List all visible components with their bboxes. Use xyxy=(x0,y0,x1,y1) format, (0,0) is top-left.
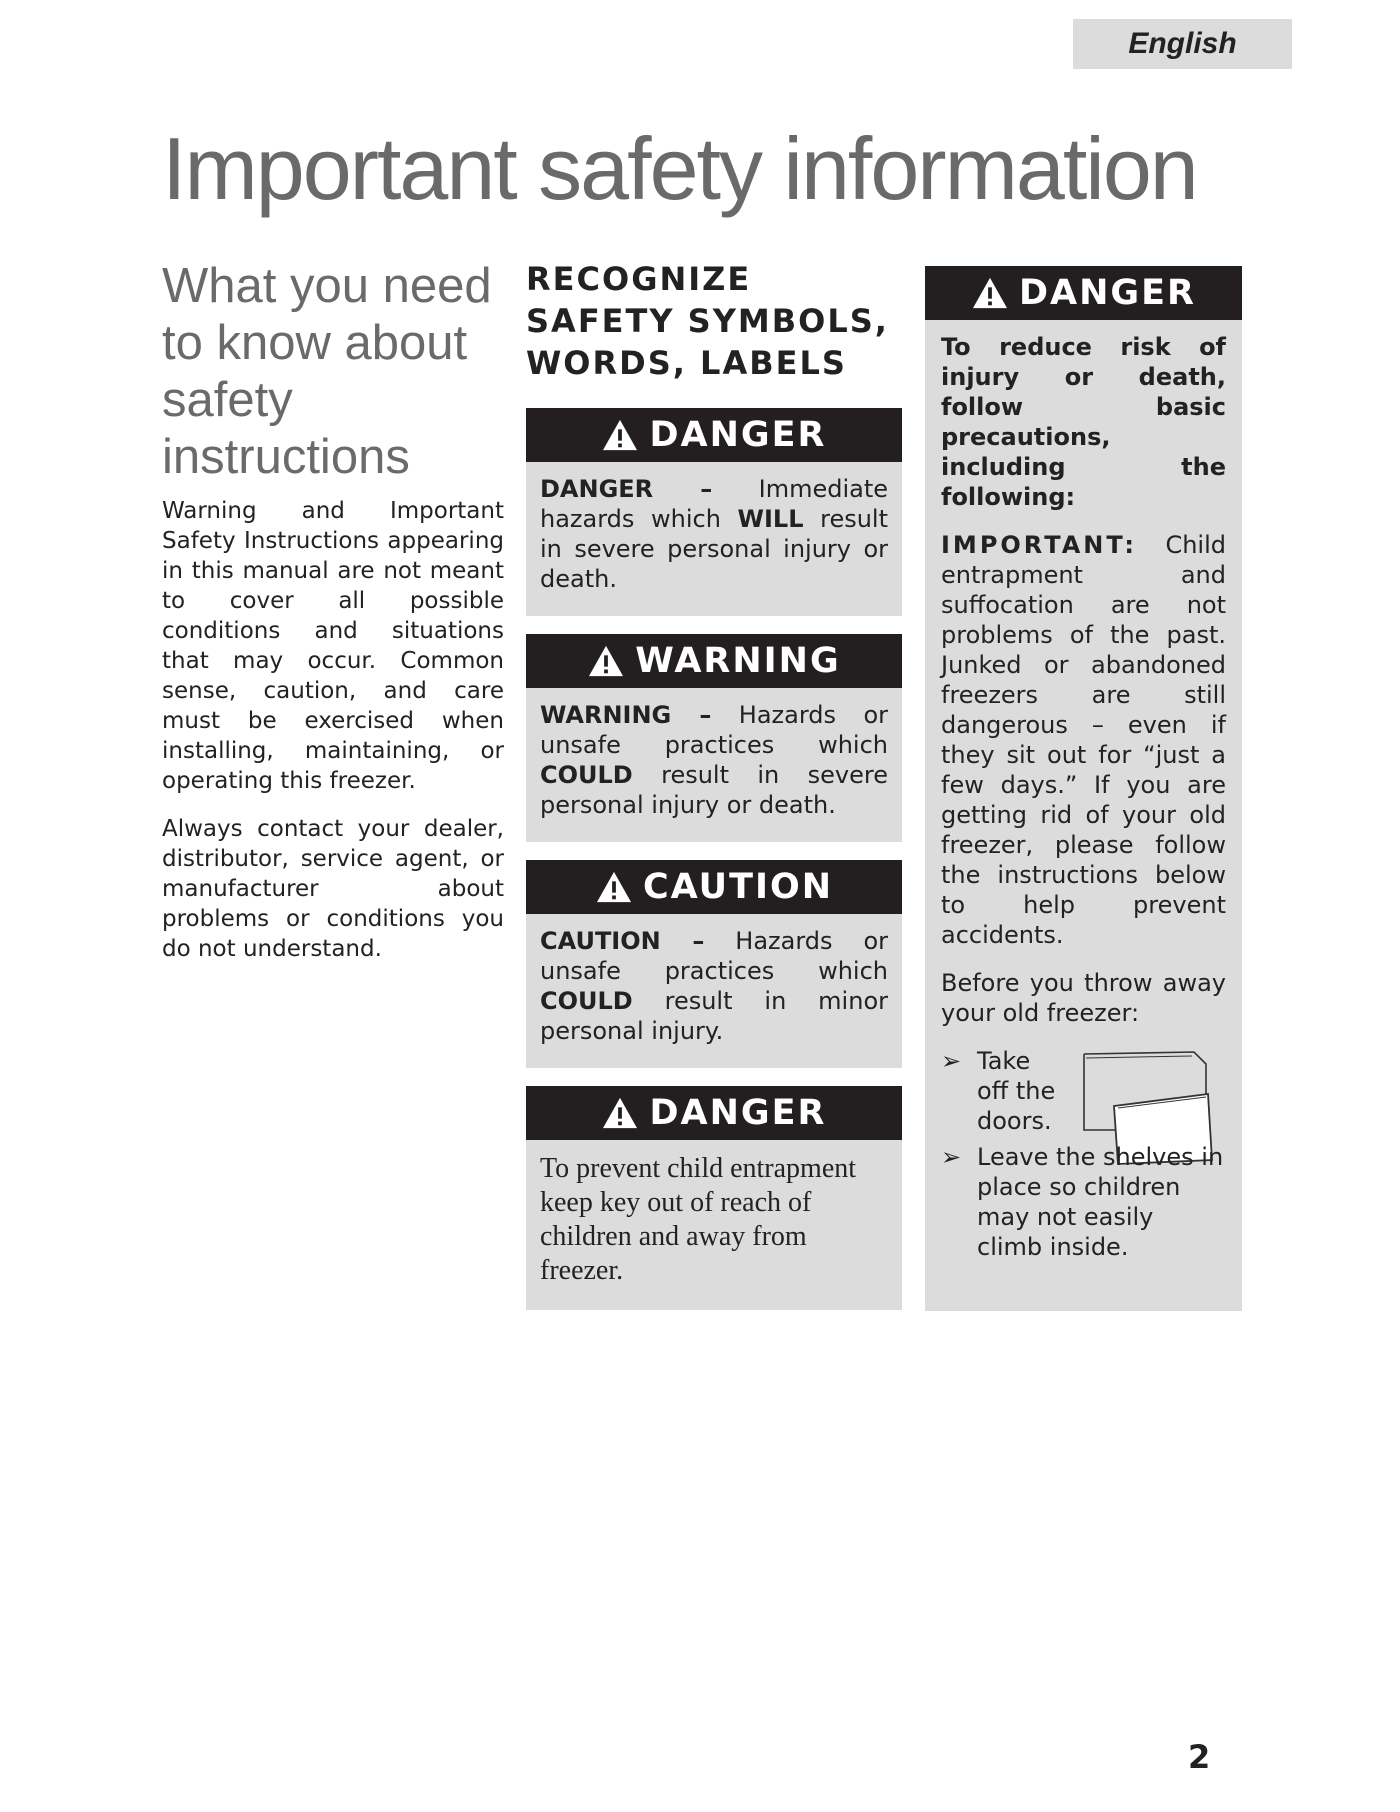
warning-triangle-icon xyxy=(587,644,625,678)
precautions-lead: To reduce risk of injury or death, follow basic precautions, including the following: xyxy=(941,333,1226,511)
important-paragraph: IMPORTANT: Child entrapment and suffocation are not problems of the past. Junked or abandoned freezers are still dangerous – even if they sit out for “just a few days.” If you are getting rid of your old freezer, please follow the instructions below to help prevent accidents. xyxy=(941,531,1226,949)
disposal-danger-title: DANGER xyxy=(1018,273,1197,313)
caution-label xyxy=(526,860,902,1068)
key-danger-header xyxy=(526,1086,902,1140)
page-title: Important safety information xyxy=(162,119,1197,218)
danger-title: DANGER xyxy=(649,415,827,455)
intro-heading: What you need to know about safety instructions xyxy=(162,259,492,484)
danger-description: DANGER – Immediate hazards which WILL result in severe personal injury or death. xyxy=(540,475,889,593)
warning-triangle-icon xyxy=(601,1096,639,1130)
arrow-bullet-icon: ➢ xyxy=(941,1143,962,1171)
caution-header xyxy=(526,860,902,914)
warning-label xyxy=(526,634,902,842)
language-tab: English xyxy=(1073,19,1292,69)
warning-description: WARNING – Hazards or unsafe practices which COULD result in severe personal injury or death. xyxy=(540,701,888,819)
signal-words-column xyxy=(526,258,902,1328)
important-label: IMPORTANT: xyxy=(941,531,1138,559)
intro-paragraph: Warning and Important Safety Instructions appearing in this manual are not meant to cover all possible conditions and situations that may occur. Common sense, caution, and care must be exercised when installing, maintaining, or operating this freezer. xyxy=(162,498,504,794)
danger-label xyxy=(526,408,902,616)
before-disposal-text: Before you throw away your old freezer: xyxy=(941,969,1226,1027)
warning-triangle-icon xyxy=(971,276,1009,310)
warning-header xyxy=(526,634,902,688)
warning-triangle-icon xyxy=(595,870,633,904)
intro-column xyxy=(162,258,504,982)
list-item: ➢ Leave the shelves in place so children may not easily climb inside. xyxy=(941,1143,1224,1261)
disposal-danger-header xyxy=(925,266,1242,320)
caution-description: CAUTION – Hazards or unsafe practices which COULD result in minor personal injury. xyxy=(540,927,888,1045)
intro-paragraph: Always contact your dealer, distributor, service agent, or manufacturer about problems or conditions you do not understand. xyxy=(162,816,504,962)
caution-title: CAUTION xyxy=(642,867,834,907)
disposal-danger-panel xyxy=(925,266,1242,1311)
warning-triangle-icon xyxy=(601,418,639,452)
warning-title: WARNING xyxy=(635,641,841,681)
key-danger-text: To prevent child entrapment keep key out of reach of children and away from freezer. xyxy=(540,1153,857,1286)
arrow-bullet-icon: ➢ xyxy=(941,1047,962,1075)
key-danger-title: DANGER xyxy=(649,1093,827,1133)
page-number: 2 xyxy=(1188,1738,1211,1776)
signal-words-heading: RECOGNIZE SAFETY SYMBOLS, WORDS, LABELS xyxy=(526,260,889,382)
key-danger-label xyxy=(526,1086,902,1310)
danger-header xyxy=(526,408,902,462)
list-item: ➢ Take off the doors. xyxy=(941,1047,1056,1135)
